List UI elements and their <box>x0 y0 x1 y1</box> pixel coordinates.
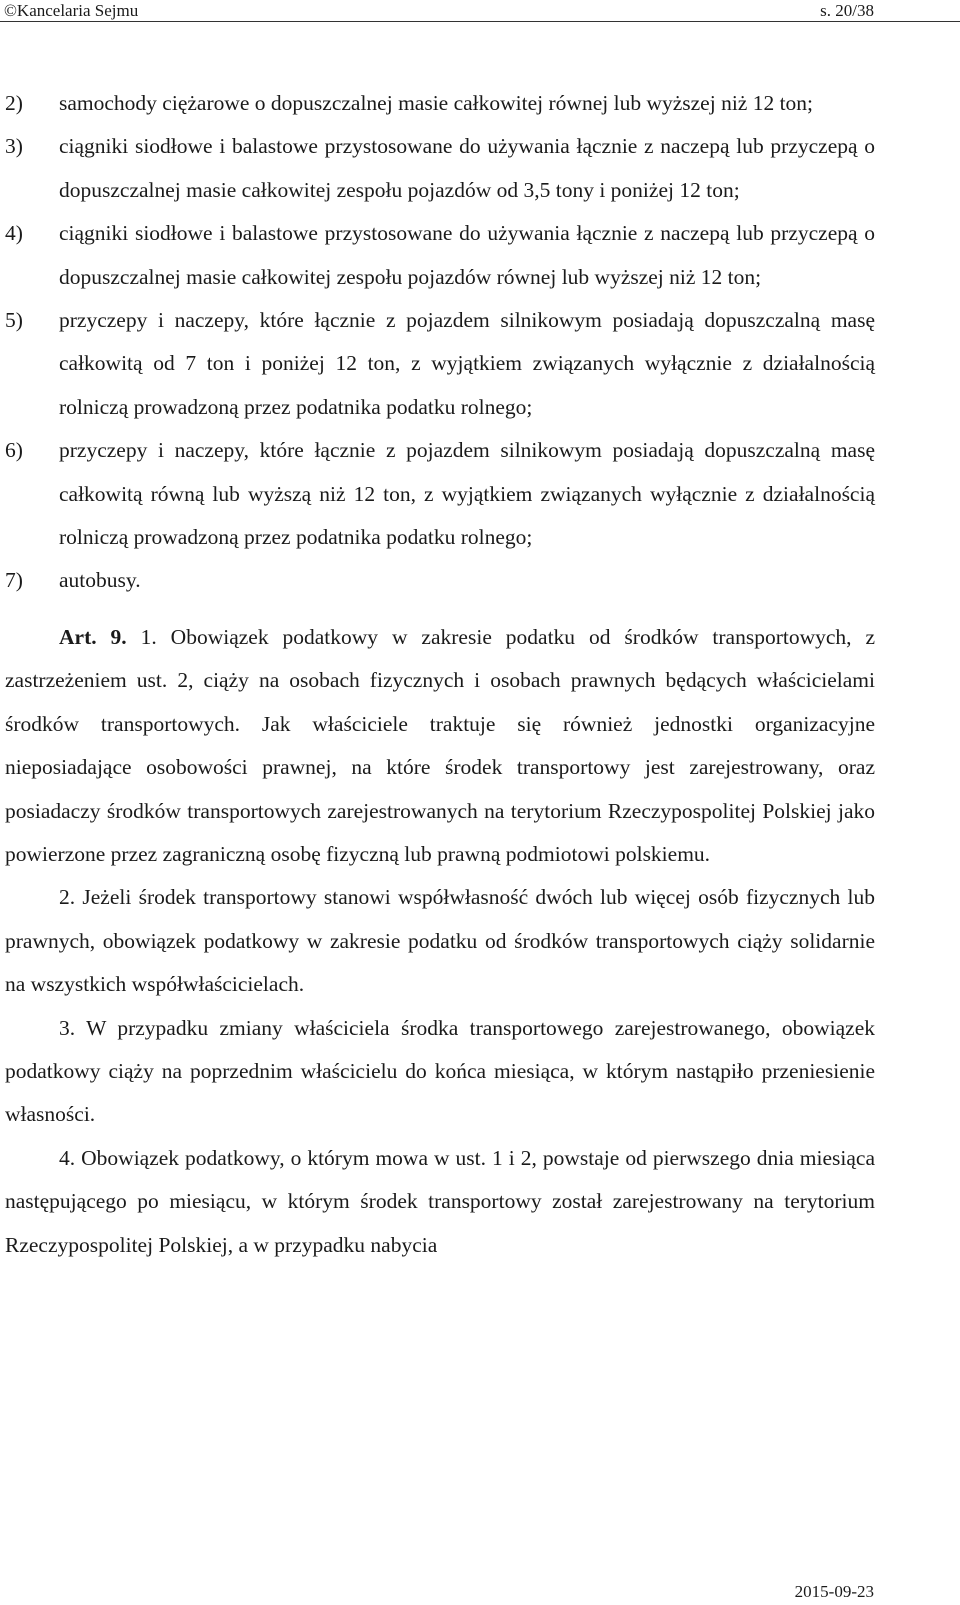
list-item <box>5 559 875 602</box>
list-item <box>5 212 875 299</box>
list-item <box>5 429 875 559</box>
list-item-number: 5) <box>5 308 23 333</box>
article-paragraph-3: 3. W przypadku zmiany właściciela środka transportowego zarejestrowanego, obowiązek podatkowy ciąży na poprzednim właścicielu do końca miesiąca, w którym nastąpiło przeniesienie własności. <box>5 1015 875 1127</box>
list-item-number: 3) <box>5 134 23 159</box>
article-paragraph-text: 1. Obowiązek podatkowy w zakresie podatku od środków transportowych, z zastrzeżeniem ust. 2, ciąży na osobach fizycznych i osobach prawnych będących właścicielami środków transportowych. Jak właściciele traktuje się również jednostki organizacyjne nieposiadające osobowości prawnej, na które środek transportowy jest zarejestrowany, oraz posiadaczy środków transportowych zarejestrowanych na terytorium Rzeczypospolitej Polskiej jako powierzone przez zagraniczną osobę fizyczną lub prawną podmiotowi polskiemu. <box>5 624 875 866</box>
list-item-number: 4) <box>5 221 23 246</box>
list-item-text: autobusy. <box>59 568 141 593</box>
list-item-number: 2) <box>5 91 23 115</box>
article-paragraph-2: 2. Jeżeli środek transportowy stanowi współwłasność dwóch lub więcej osób fizycznych lub prawnych, obowiązek podatkowy w zakresie podatku od środków transportowych ciąży solidarnie na wszystkich współwłaścicielach. <box>5 885 875 997</box>
list-item-text: samochody ciężarowe o dopuszczalnej masie całkowitej równej lub wyższej niż 12 ton; <box>59 91 814 115</box>
copyright-label: ©Kancelaria Sejmu <box>4 1 139 20</box>
list-item-number: 6) <box>5 438 23 463</box>
list-item-text: przyczepy i naczepy, które łącznie z pojazdem silnikowym posiadają dopuszczalną masę całkowitą równą lub wyższą niż 12 ton, z wyjątkiem związanych wyłącznie z działalnością rolniczą prowadzoną przez podatnika podatku rolnego; <box>59 438 875 550</box>
list-item <box>5 125 875 212</box>
list-item-text: przyczepy i naczepy, które łącznie z pojazdem silnikowym posiadają dopuszczalną masę całkowitą od 7 ton i poniżej 12 ton, z wyjątkiem związanych wyłącznie z działalnością rolniczą prowadzoną przez podatnika podatku rolnego; <box>59 308 875 419</box>
list-item <box>5 299 875 429</box>
page-header <box>0 0 960 22</box>
article-label: Art. 9. <box>59 624 127 649</box>
page-number: s. 20/38 <box>820 1 874 20</box>
article-paragraph-4: 4. Obowiązek podatkowy, o którym mowa w ust. 1 i 2, powstaje od pierwszego dnia miesiąca następującego po miesiącu, w którym środek transportowy został zarejestrowany na terytorium Rzeczypospolitej Polskiej, a w przypadku nabycia <box>5 1145 875 1257</box>
list-item-number: 7) <box>5 568 23 593</box>
document-body <box>5 82 875 1267</box>
list-item-text: ciągniki siodłowe i balastowe przystosowane do używania łącznie z naczepą lub przyczepą o dopuszczalnej masie całkowitej zespołu pojazdów od 3,5 tony i poniżej 12 ton; <box>59 134 875 202</box>
article-paragraph-1 <box>5 616 875 876</box>
footer-date: 2015-09-23 <box>794 1582 874 1601</box>
list-item <box>5 82 875 125</box>
list-item-text: ciągniki siodłowe i balastowe przystosowane do używania łącznie z naczepą lub przyczepą o dopuszczalnej masie całkowitej zespołu pojazdów równej lub wyższej niż 12 ton; <box>59 221 875 289</box>
